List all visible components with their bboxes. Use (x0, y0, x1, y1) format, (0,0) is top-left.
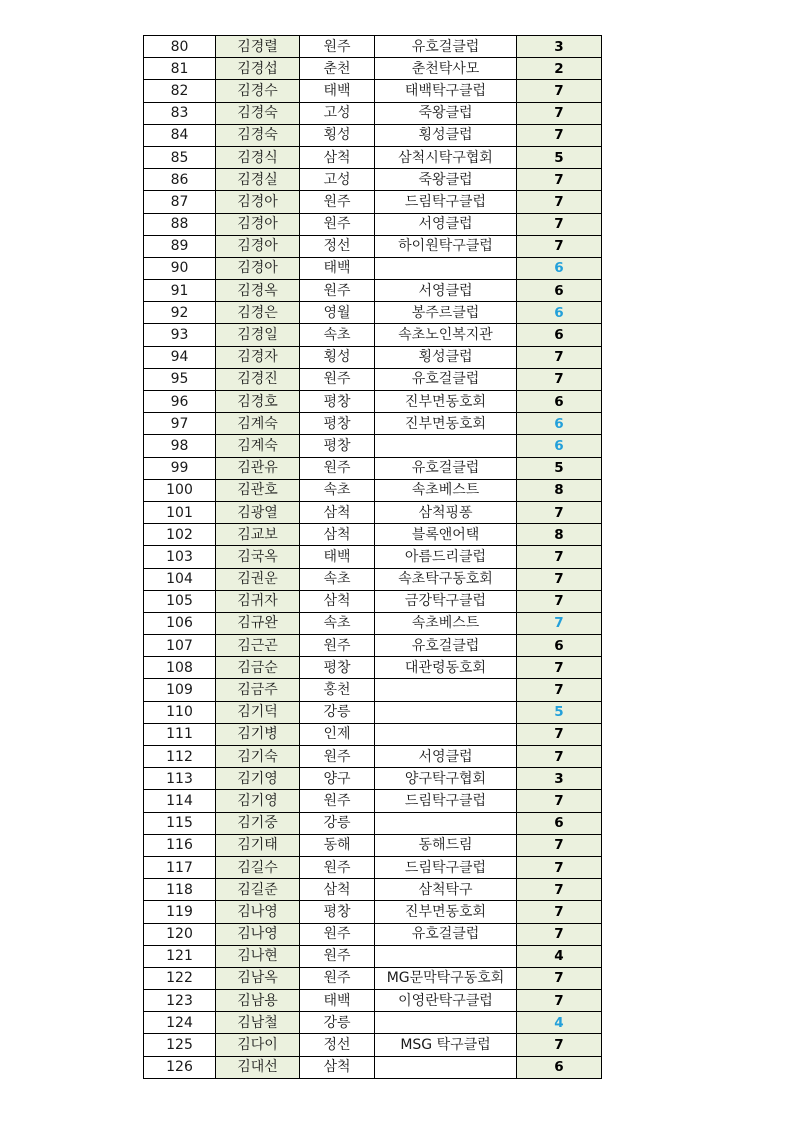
member-name-cell: 김남철 (216, 1012, 300, 1034)
table-row (144, 1034, 602, 1056)
member-name-cell: 김귀자 (216, 590, 300, 612)
row-number-cell: 89 (144, 235, 216, 257)
region-cell: 원주 (300, 213, 375, 235)
row-number-cell: 105 (144, 590, 216, 612)
club-cell: 춘천탁사모 (375, 58, 517, 80)
club-cell: 양구탁구협회 (375, 768, 517, 790)
grade-cell: 7 (517, 102, 602, 124)
table-row (144, 1056, 602, 1078)
table-row (144, 546, 602, 568)
club-cell (375, 723, 517, 745)
member-name-cell: 김계숙 (216, 435, 300, 457)
club-cell: 서영클럽 (375, 280, 517, 302)
grade-cell: 7 (517, 191, 602, 213)
table-row (144, 723, 602, 745)
table-row (144, 568, 602, 590)
region-cell: 삼척 (300, 524, 375, 546)
grade-cell: 7 (517, 746, 602, 768)
row-number-cell: 119 (144, 901, 216, 923)
member-name-cell: 김경수 (216, 80, 300, 102)
grade-cell: 7 (517, 612, 602, 634)
grade-cell: 7 (517, 213, 602, 235)
table-row (144, 346, 602, 368)
row-number-cell: 83 (144, 102, 216, 124)
region-cell: 양구 (300, 768, 375, 790)
club-cell: 블록앤어택 (375, 524, 517, 546)
table-row (144, 524, 602, 546)
grade-cell: 3 (517, 36, 602, 58)
region-cell: 평창 (300, 435, 375, 457)
region-cell: 동해 (300, 834, 375, 856)
region-cell: 삼척 (300, 879, 375, 901)
club-cell: 죽왕클럽 (375, 102, 517, 124)
club-cell (375, 701, 517, 723)
row-number-cell: 116 (144, 834, 216, 856)
member-name-cell: 김권운 (216, 568, 300, 590)
grade-cell: 7 (517, 1034, 602, 1056)
row-number-cell: 90 (144, 257, 216, 279)
club-cell: 진부면동호회 (375, 901, 517, 923)
club-cell: 유호걸클럽 (375, 635, 517, 657)
grade-cell: 6 (517, 635, 602, 657)
table-row (144, 457, 602, 479)
grade-cell: 7 (517, 879, 602, 901)
member-name-cell: 김남옥 (216, 967, 300, 989)
club-cell: 이영란탁구클럽 (375, 990, 517, 1012)
table-row (144, 612, 602, 634)
table-row (144, 435, 602, 457)
member-name-cell: 김기태 (216, 834, 300, 856)
region-cell: 강릉 (300, 701, 375, 723)
table-row (144, 191, 602, 213)
table-row (144, 635, 602, 657)
grade-cell: 4 (517, 1012, 602, 1034)
member-name-cell: 김경옥 (216, 280, 300, 302)
region-cell: 원주 (300, 923, 375, 945)
member-name-cell: 김남용 (216, 990, 300, 1012)
club-cell: 죽왕클럽 (375, 169, 517, 191)
row-number-cell: 98 (144, 435, 216, 457)
row-number-cell: 111 (144, 723, 216, 745)
row-number-cell: 121 (144, 945, 216, 967)
club-cell (375, 679, 517, 701)
row-number-cell: 110 (144, 701, 216, 723)
club-cell: 드림탁구클럽 (375, 790, 517, 812)
row-number-cell: 80 (144, 36, 216, 58)
member-name-cell: 김기숙 (216, 746, 300, 768)
region-cell: 속초 (300, 568, 375, 590)
region-cell: 횡성 (300, 124, 375, 146)
table-row (144, 479, 602, 501)
grade-cell: 7 (517, 169, 602, 191)
grade-cell: 7 (517, 901, 602, 923)
region-cell: 정선 (300, 1034, 375, 1056)
grade-cell: 6 (517, 812, 602, 834)
club-cell: 서영클럽 (375, 746, 517, 768)
table-row (144, 657, 602, 679)
club-cell (375, 435, 517, 457)
member-name-cell: 김기덕 (216, 701, 300, 723)
region-cell: 태백 (300, 257, 375, 279)
club-cell: 삼척핑퐁 (375, 501, 517, 523)
member-name-cell: 김기중 (216, 812, 300, 834)
member-name-cell: 김교보 (216, 524, 300, 546)
table-row (144, 812, 602, 834)
club-cell: 속초베스트 (375, 612, 517, 634)
region-cell: 태백 (300, 80, 375, 102)
grade-cell: 7 (517, 346, 602, 368)
club-cell: 아름드리클럽 (375, 546, 517, 568)
member-name-cell: 김경호 (216, 391, 300, 413)
member-name-cell: 김경섭 (216, 58, 300, 80)
table-row (144, 790, 602, 812)
table-row (144, 1012, 602, 1034)
member-name-cell: 김나현 (216, 945, 300, 967)
club-cell: 봉주르클럽 (375, 302, 517, 324)
member-name-cell: 김경은 (216, 302, 300, 324)
member-name-cell: 김계숙 (216, 413, 300, 435)
club-cell (375, 812, 517, 834)
row-number-cell: 114 (144, 790, 216, 812)
club-cell: 유호걸클럽 (375, 457, 517, 479)
row-number-cell: 99 (144, 457, 216, 479)
row-number-cell: 97 (144, 413, 216, 435)
row-number-cell: 94 (144, 346, 216, 368)
club-cell (375, 1056, 517, 1078)
region-cell: 속초 (300, 324, 375, 346)
row-number-cell: 86 (144, 169, 216, 191)
row-number-cell: 91 (144, 280, 216, 302)
region-cell: 삼척 (300, 146, 375, 168)
region-cell: 속초 (300, 612, 375, 634)
region-cell: 원주 (300, 191, 375, 213)
table-row (144, 124, 602, 146)
region-cell: 춘천 (300, 58, 375, 80)
region-cell: 원주 (300, 368, 375, 390)
table-row (144, 856, 602, 878)
member-name-cell: 김기영 (216, 790, 300, 812)
member-name-cell: 김관유 (216, 457, 300, 479)
table-row (144, 213, 602, 235)
row-number-cell: 81 (144, 58, 216, 80)
row-number-cell: 82 (144, 80, 216, 102)
grade-cell: 6 (517, 413, 602, 435)
grade-cell: 6 (517, 324, 602, 346)
row-number-cell: 107 (144, 635, 216, 657)
club-cell: 속초탁구동호회 (375, 568, 517, 590)
club-cell: 동해드림 (375, 834, 517, 856)
member-name-cell: 김경숙 (216, 102, 300, 124)
row-number-cell: 96 (144, 391, 216, 413)
region-cell: 고성 (300, 169, 375, 191)
region-cell: 삼척 (300, 501, 375, 523)
region-cell: 원주 (300, 635, 375, 657)
grade-cell: 7 (517, 590, 602, 612)
region-cell: 평창 (300, 901, 375, 923)
club-cell: 삼척시탁구협회 (375, 146, 517, 168)
club-cell: 서영클럽 (375, 213, 517, 235)
member-name-cell: 김경아 (216, 213, 300, 235)
row-number-cell: 95 (144, 368, 216, 390)
region-cell: 원주 (300, 746, 375, 768)
row-number-cell: 108 (144, 657, 216, 679)
row-number-cell: 93 (144, 324, 216, 346)
club-cell: 진부면동호회 (375, 391, 517, 413)
table-row (144, 901, 602, 923)
member-name-cell: 김나영 (216, 901, 300, 923)
region-cell: 평창 (300, 413, 375, 435)
club-cell (375, 1012, 517, 1034)
table-row (144, 80, 602, 102)
table-row (144, 391, 602, 413)
row-number-cell: 92 (144, 302, 216, 324)
grade-cell: 6 (517, 257, 602, 279)
grade-cell: 3 (517, 768, 602, 790)
club-cell: 하이원탁구클럽 (375, 235, 517, 257)
row-number-cell: 85 (144, 146, 216, 168)
member-name-cell: 김경일 (216, 324, 300, 346)
row-number-cell: 106 (144, 612, 216, 634)
member-name-cell: 김경자 (216, 346, 300, 368)
table-row (144, 235, 602, 257)
table-row (144, 146, 602, 168)
row-number-cell: 101 (144, 501, 216, 523)
row-number-cell: 104 (144, 568, 216, 590)
region-cell: 홍천 (300, 679, 375, 701)
row-number-cell: 88 (144, 213, 216, 235)
table-row (144, 36, 602, 58)
row-number-cell: 123 (144, 990, 216, 1012)
grade-cell: 7 (517, 568, 602, 590)
region-cell: 원주 (300, 790, 375, 812)
row-number-cell: 118 (144, 879, 216, 901)
row-number-cell: 87 (144, 191, 216, 213)
grade-cell: 7 (517, 967, 602, 989)
grade-cell: 7 (517, 501, 602, 523)
member-name-cell: 김경실 (216, 169, 300, 191)
member-name-cell: 김경렬 (216, 36, 300, 58)
grade-cell: 7 (517, 546, 602, 568)
region-cell: 원주 (300, 457, 375, 479)
row-number-cell: 115 (144, 812, 216, 834)
grade-cell: 8 (517, 524, 602, 546)
member-name-cell: 김경아 (216, 235, 300, 257)
grade-cell: 4 (517, 945, 602, 967)
club-cell: 유호걸클럽 (375, 923, 517, 945)
member-grade-table (143, 35, 602, 1079)
region-cell: 정선 (300, 235, 375, 257)
member-name-cell: 김규완 (216, 612, 300, 634)
row-number-cell: 124 (144, 1012, 216, 1034)
region-cell: 삼척 (300, 1056, 375, 1078)
row-number-cell: 120 (144, 923, 216, 945)
table-row (144, 990, 602, 1012)
table-body (144, 36, 602, 1079)
grade-cell: 5 (517, 701, 602, 723)
club-cell: 태백탁구클럽 (375, 80, 517, 102)
club-cell: 진부면동호회 (375, 413, 517, 435)
grade-cell: 7 (517, 723, 602, 745)
grade-cell: 6 (517, 391, 602, 413)
table-row (144, 768, 602, 790)
member-name-cell: 김근곤 (216, 635, 300, 657)
region-cell: 횡성 (300, 346, 375, 368)
member-name-cell: 김경진 (216, 368, 300, 390)
row-number-cell: 103 (144, 546, 216, 568)
row-number-cell: 112 (144, 746, 216, 768)
grade-cell: 6 (517, 280, 602, 302)
table-row (144, 501, 602, 523)
region-cell: 속초 (300, 479, 375, 501)
grade-cell: 7 (517, 657, 602, 679)
club-cell: 속초노인복지관 (375, 324, 517, 346)
member-name-cell: 김경식 (216, 146, 300, 168)
member-name-cell: 김금순 (216, 657, 300, 679)
table-row (144, 58, 602, 80)
club-cell: MSG 탁구클럽 (375, 1034, 517, 1056)
region-cell: 평창 (300, 657, 375, 679)
grade-cell: 7 (517, 834, 602, 856)
region-cell: 원주 (300, 945, 375, 967)
region-cell: 평창 (300, 391, 375, 413)
grade-cell: 5 (517, 146, 602, 168)
member-name-cell: 김금주 (216, 679, 300, 701)
member-name-cell: 김대선 (216, 1056, 300, 1078)
region-cell: 인제 (300, 723, 375, 745)
region-cell: 원주 (300, 280, 375, 302)
row-number-cell: 117 (144, 856, 216, 878)
club-cell: 대관령동호회 (375, 657, 517, 679)
region-cell: 강릉 (300, 812, 375, 834)
member-name-cell: 김관호 (216, 479, 300, 501)
club-cell: 유호걸클럽 (375, 368, 517, 390)
club-cell: MG문막탁구동호회 (375, 967, 517, 989)
table-row (144, 302, 602, 324)
grade-cell: 7 (517, 856, 602, 878)
row-number-cell: 113 (144, 768, 216, 790)
grade-cell: 6 (517, 302, 602, 324)
member-name-cell: 김기영 (216, 768, 300, 790)
grade-cell: 7 (517, 235, 602, 257)
region-cell: 원주 (300, 36, 375, 58)
row-number-cell: 84 (144, 124, 216, 146)
grade-cell: 7 (517, 368, 602, 390)
member-name-cell: 김경아 (216, 257, 300, 279)
row-number-cell: 122 (144, 967, 216, 989)
table-row (144, 746, 602, 768)
region-cell: 강릉 (300, 1012, 375, 1034)
club-cell: 속초베스트 (375, 479, 517, 501)
table-row (144, 280, 602, 302)
table-row (144, 923, 602, 945)
region-cell: 태백 (300, 990, 375, 1012)
grade-cell: 2 (517, 58, 602, 80)
club-cell: 횡성클럽 (375, 124, 517, 146)
table-row (144, 102, 602, 124)
grade-cell: 5 (517, 457, 602, 479)
member-name-cell: 김경숙 (216, 124, 300, 146)
club-cell: 드림탁구클럽 (375, 856, 517, 878)
region-cell: 태백 (300, 546, 375, 568)
table-row (144, 967, 602, 989)
table-row (144, 879, 602, 901)
grade-cell: 7 (517, 923, 602, 945)
grade-cell: 7 (517, 679, 602, 701)
member-name-cell: 김국옥 (216, 546, 300, 568)
member-name-cell: 김길준 (216, 879, 300, 901)
table-row (144, 324, 602, 346)
club-cell: 드림탁구클럽 (375, 191, 517, 213)
table-row (144, 679, 602, 701)
region-cell: 영월 (300, 302, 375, 324)
table-row (144, 590, 602, 612)
club-cell (375, 945, 517, 967)
grade-cell: 6 (517, 435, 602, 457)
region-cell: 삼척 (300, 590, 375, 612)
grade-cell: 6 (517, 1056, 602, 1078)
region-cell: 원주 (300, 967, 375, 989)
club-cell: 횡성클럽 (375, 346, 517, 368)
grade-cell: 7 (517, 990, 602, 1012)
member-name-cell: 김기병 (216, 723, 300, 745)
table-row (144, 413, 602, 435)
grade-cell: 7 (517, 80, 602, 102)
member-name-cell: 김다이 (216, 1034, 300, 1056)
member-name-cell: 김나영 (216, 923, 300, 945)
row-number-cell: 125 (144, 1034, 216, 1056)
member-name-cell: 김경아 (216, 191, 300, 213)
table-row (144, 945, 602, 967)
club-cell: 유호걸클럽 (375, 36, 517, 58)
grade-cell: 7 (517, 124, 602, 146)
member-name-cell: 김길수 (216, 856, 300, 878)
table-row (144, 834, 602, 856)
member-name-cell: 김광열 (216, 501, 300, 523)
table-row (144, 257, 602, 279)
club-cell: 삼척탁구 (375, 879, 517, 901)
region-cell: 원주 (300, 856, 375, 878)
row-number-cell: 100 (144, 479, 216, 501)
table-row (144, 701, 602, 723)
region-cell: 고성 (300, 102, 375, 124)
grade-cell: 8 (517, 479, 602, 501)
grade-cell: 7 (517, 790, 602, 812)
club-cell: 금강탁구클럽 (375, 590, 517, 612)
table-row (144, 368, 602, 390)
row-number-cell: 109 (144, 679, 216, 701)
row-number-cell: 102 (144, 524, 216, 546)
row-number-cell: 126 (144, 1056, 216, 1078)
club-cell (375, 257, 517, 279)
table-row (144, 169, 602, 191)
